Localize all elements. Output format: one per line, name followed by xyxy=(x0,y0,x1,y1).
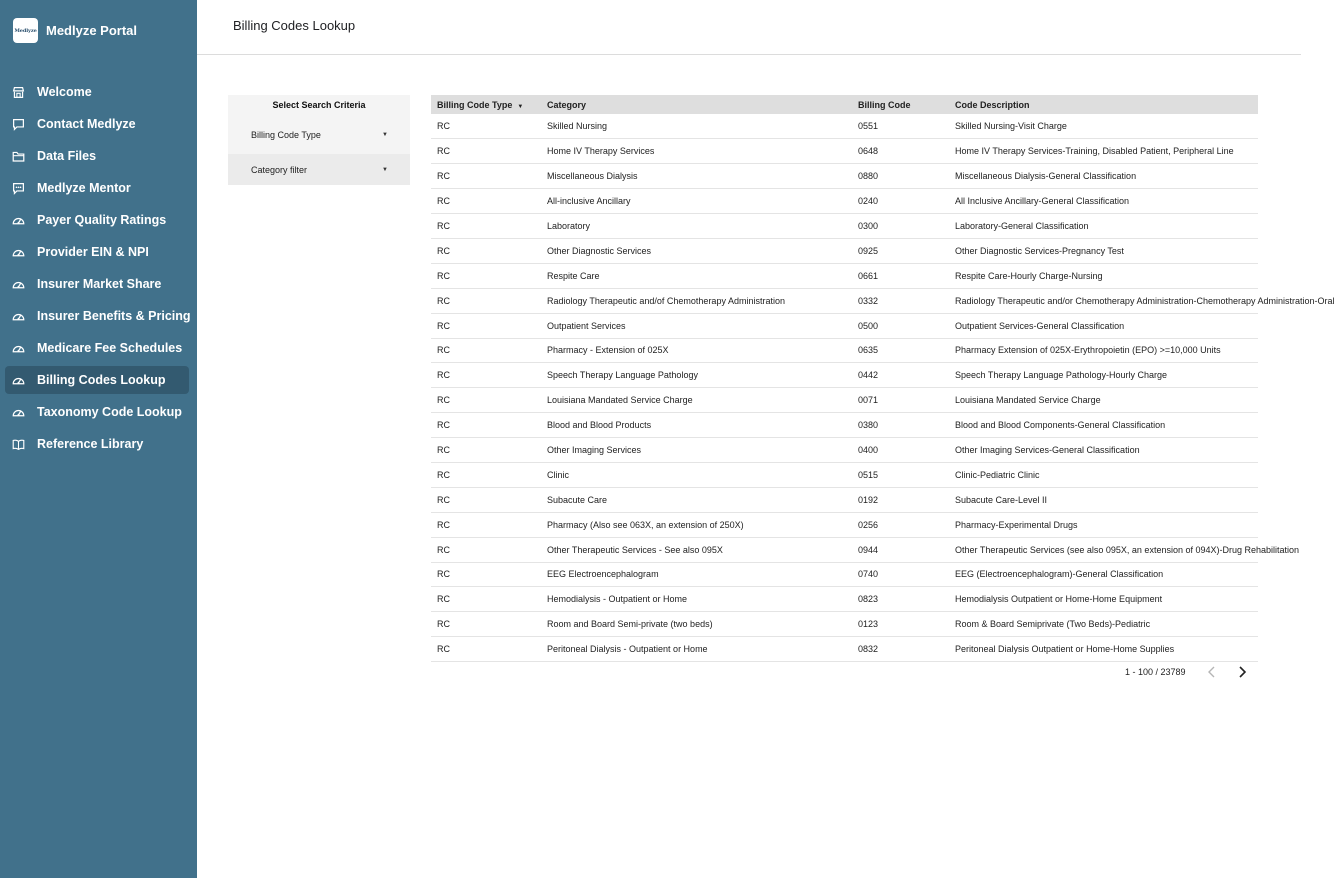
brand[interactable] xyxy=(13,18,137,43)
code-description-cell: Skilled Nursing-Visit Charge xyxy=(955,121,1067,132)
code-description-cell: Other Diagnostic Services-Pregnancy Test xyxy=(955,245,1124,256)
dashboard-icon xyxy=(12,406,25,419)
billing-code-cell: 0256 xyxy=(858,519,879,530)
code-description-cell: Room & Board Semiprivate (Two Beds)-Pediatric xyxy=(955,619,1151,630)
column-header-code-description[interactable]: Code Description xyxy=(955,99,1030,110)
category-cell: Respite Care xyxy=(547,270,600,281)
billing-code-cell: 0740 xyxy=(858,569,879,580)
code-description-cell: Miscellaneous Dialysis-General Classification xyxy=(955,171,1137,182)
dashboard-icon xyxy=(12,214,25,227)
billing-code-cell: 0500 xyxy=(858,320,879,331)
table-row[interactable] xyxy=(431,238,1258,263)
table-row[interactable] xyxy=(431,263,1258,288)
folder-icon xyxy=(12,150,25,163)
billing-code-cell: 0832 xyxy=(858,644,879,655)
medlyze-logo xyxy=(13,18,38,43)
billing-code-cell: 0635 xyxy=(858,345,879,356)
billing-code-cell: 0123 xyxy=(858,619,879,630)
billing-code-cell: 0400 xyxy=(858,445,879,456)
billing-code-type-cell: RC xyxy=(437,221,450,231)
billing-code-type-cell: RC xyxy=(437,420,450,431)
billing-code-type-cell: RC xyxy=(437,395,450,406)
table-row[interactable] xyxy=(431,338,1258,363)
sidebar-item-reference-library[interactable] xyxy=(5,430,189,458)
code-description-cell: Radiology Therapeutic and/or Chemotherapy Administration-Chemotherapy Administration-Oral xyxy=(955,295,1335,306)
billing-code-cell: 0515 xyxy=(858,469,879,480)
category-cell: Home IV Therapy Services xyxy=(547,146,655,157)
table-row[interactable] xyxy=(431,462,1258,487)
next-page-button[interactable] xyxy=(1232,662,1252,682)
code-description-cell: Blood and Blood Components-General Classification xyxy=(955,420,1166,431)
sidebar-item-label: Reference Library xyxy=(37,437,144,451)
billing-code-type-cell: RC xyxy=(437,345,450,356)
chevron-right-icon xyxy=(1237,666,1247,678)
billing-code-type-cell: RC xyxy=(437,295,450,306)
table-row[interactable] xyxy=(431,164,1258,189)
billing-code-type-cell: RC xyxy=(437,544,450,555)
billing-code-type-cell: RC xyxy=(437,594,450,605)
sidebar-item-billing-codes-lookup[interactable] xyxy=(5,366,189,394)
previous-page-button[interactable] xyxy=(1202,662,1222,682)
billing-code-cell: 0192 xyxy=(858,494,879,505)
sidebar-item-label: Data Files xyxy=(37,149,97,163)
billing-code-type-cell: RC xyxy=(437,245,450,256)
code-description-cell: EEG (Electroencephalogram)-General Classification xyxy=(955,569,1164,580)
search-criteria-panel xyxy=(228,95,410,185)
category-filter-dropdown[interactable] xyxy=(228,154,410,185)
code-description-cell: Other Imaging Services-General Classification xyxy=(955,445,1140,456)
sidebar-item-label: Contact Medlyze xyxy=(37,117,136,131)
column-header-billing-code[interactable]: Billing Code xyxy=(858,99,911,110)
billing-code-cell: 0944 xyxy=(858,544,879,555)
sidebar-item-insurer-market-share[interactable] xyxy=(5,270,189,298)
sidebar-item-label: Medicare Fee Schedules xyxy=(37,341,183,355)
sidebar-item-label: Provider EIN & NPI xyxy=(37,245,149,259)
sort-desc-icon: ▼ xyxy=(517,103,524,110)
brand-title: Medlyze Portal xyxy=(46,23,138,38)
code-description-cell: Respite Care-Hourly Charge-Nursing xyxy=(955,270,1103,281)
sidebar-item-label: Welcome xyxy=(37,85,92,99)
category-cell: Pharmacy (Also see 063X, an extension of 250X) xyxy=(547,519,744,530)
billing-code-cell: 0823 xyxy=(858,594,879,605)
sidebar-item-label: Billing Codes Lookup xyxy=(37,373,166,387)
search-criteria-title: Select Search Criteria xyxy=(272,100,366,110)
table-row[interactable] xyxy=(431,313,1258,338)
table-row[interactable] xyxy=(431,637,1258,662)
sidebar-item-label: Payer Quality Ratings xyxy=(37,213,167,227)
table-row[interactable] xyxy=(431,363,1258,388)
sidebar-item-contact-medlyze[interactable] xyxy=(5,110,189,138)
page-title: Billing Codes Lookup xyxy=(233,18,356,33)
billing-code-type-label: Billing Code Type xyxy=(251,129,321,140)
table-row[interactable] xyxy=(431,587,1258,612)
category-cell: Subacute Care xyxy=(547,494,608,505)
table-row[interactable] xyxy=(431,612,1258,637)
sidebar-item-payer-quality-ratings[interactable] xyxy=(5,206,189,234)
sidebar-item-taxonomy-code-lookup[interactable] xyxy=(5,398,189,426)
billing-code-type-cell: RC xyxy=(437,569,450,580)
category-cell: Laboratory xyxy=(547,221,591,231)
table-row[interactable] xyxy=(431,139,1258,164)
billing-code-cell: 0240 xyxy=(858,196,879,207)
billing-code-cell: 0925 xyxy=(858,245,879,256)
header xyxy=(197,0,1301,55)
billing-code-type-cell: RC xyxy=(437,370,450,381)
category-cell: Outpatient Services xyxy=(547,320,626,331)
code-description-cell: Pharmacy-Experimental Drugs xyxy=(955,519,1078,530)
billing-code-type-cell: RC xyxy=(437,469,450,480)
code-description-cell: Clinic-Pediatric Clinic xyxy=(955,469,1040,480)
sidebar-item-insurer-benefits-pricing[interactable] xyxy=(5,302,189,330)
category-cell: Clinic xyxy=(547,469,570,480)
table-row[interactable] xyxy=(431,487,1258,512)
billing-codes-table xyxy=(431,95,1335,662)
table-row[interactable] xyxy=(431,214,1258,239)
store-icon xyxy=(12,86,25,99)
table-row[interactable] xyxy=(431,512,1258,537)
billing-code-type-cell: RC xyxy=(437,519,450,530)
code-description-cell: Laboratory-General Classification xyxy=(955,221,1089,231)
category-cell: EEG Electroencephalogram xyxy=(547,569,659,580)
category-cell: Skilled Nursing xyxy=(547,121,608,132)
table-row[interactable] xyxy=(431,114,1258,139)
category-cell: Radiology Therapeutic and/of Chemotherapy Administration xyxy=(547,295,785,306)
category-cell: Speech Therapy Language Pathology xyxy=(547,370,698,381)
chat-dots-icon xyxy=(12,182,25,195)
category-cell: Miscellaneous Dialysis xyxy=(547,171,638,182)
sidebar-item-label: Insurer Benefits & Pricing xyxy=(37,309,191,323)
chevron-left-icon xyxy=(1207,666,1217,678)
column-header-category[interactable]: Category xyxy=(547,99,587,110)
sidebar-nav xyxy=(5,78,189,462)
table-row[interactable] xyxy=(431,562,1258,587)
billing-code-type-cell: RC xyxy=(437,644,450,655)
sidebar xyxy=(0,0,197,878)
category-cell: Hemodialysis - Outpatient or Home xyxy=(547,594,688,605)
category-cell: All-inclusive Ancillary xyxy=(547,196,631,207)
billing-code-cell: 0071 xyxy=(858,395,879,406)
code-description-cell: Speech Therapy Language Pathology-Hourly Charge xyxy=(955,370,1167,381)
code-description-cell: Louisiana Mandated Service Charge xyxy=(955,395,1101,406)
table-row[interactable] xyxy=(431,438,1258,463)
category-filter-label: Category filter xyxy=(251,164,308,175)
dashboard-icon xyxy=(12,246,25,259)
category-cell: Room and Board Semi-private (two beds) xyxy=(547,619,713,630)
dashboard-icon xyxy=(12,310,25,323)
sidebar-item-label: Medlyze Mentor xyxy=(37,181,131,195)
billing-code-cell: 0661 xyxy=(858,270,879,281)
category-cell: Peritoneal Dialysis - Outpatient or Home xyxy=(547,644,708,655)
code-description-cell: Pharmacy Extension of 025X-Erythropoietin (EPO) >=10,000 Units xyxy=(955,345,1221,356)
book-icon xyxy=(12,438,25,451)
billing-code-cell: 0551 xyxy=(858,121,879,132)
billing-code-type-cell: RC xyxy=(437,121,450,132)
code-description-cell: Home IV Therapy Services-Training, Disabled Patient, Peripheral Line xyxy=(955,146,1234,157)
billing-code-type-dropdown[interactable] xyxy=(228,115,410,154)
billing-code-cell: 0332 xyxy=(858,295,879,306)
billing-code-type-cell: RC xyxy=(437,196,450,207)
chat-icon xyxy=(12,118,25,131)
billing-code-type-cell: RC xyxy=(437,494,450,505)
sidebar-item-label: Insurer Market Share xyxy=(37,277,162,291)
category-cell: Other Therapeutic Services - See also 095X xyxy=(547,544,723,555)
category-cell: Other Diagnostic Services xyxy=(547,245,652,256)
billing-code-cell: 0880 xyxy=(858,171,879,182)
sidebar-item-provider-ein-npi[interactable] xyxy=(5,238,189,266)
pagination-range: 1 - 100 / 23789 xyxy=(1125,667,1186,677)
table-header-row xyxy=(431,95,1258,114)
chevron-down-icon: ▼ xyxy=(382,166,388,173)
code-description-cell: Other Therapeutic Services (see also 095X, an extension of 094X)-Drug Rehabilitation xyxy=(955,544,1300,555)
sidebar-item-medlyze-mentor[interactable] xyxy=(5,174,189,202)
sidebar-item-label: Taxonomy Code Lookup xyxy=(37,405,182,419)
category-cell: Blood and Blood Products xyxy=(547,420,652,431)
dashboard-icon xyxy=(12,342,25,355)
dashboard-icon xyxy=(12,374,25,387)
table-row[interactable] xyxy=(431,388,1258,413)
category-cell: Other Imaging Services xyxy=(547,445,642,456)
billing-code-cell: 0380 xyxy=(858,420,879,431)
billing-code-type-cell: RC xyxy=(437,320,450,331)
table-row[interactable] xyxy=(431,288,1258,313)
billing-code-cell: 0648 xyxy=(858,146,879,157)
code-description-cell: Subacute Care-Level II xyxy=(955,494,1048,505)
billing-code-type-cell: RC xyxy=(437,619,450,630)
table-row[interactable] xyxy=(431,413,1258,438)
sidebar-item-medicare-fee-schedules[interactable] xyxy=(5,334,189,362)
billing-code-cell: 0442 xyxy=(858,370,879,381)
dashboard-icon xyxy=(12,278,25,291)
code-description-cell: Outpatient Services-General Classification xyxy=(955,320,1125,331)
billing-code-type-cell: RC xyxy=(437,146,450,157)
code-description-cell: All Inclusive Ancillary-General Classification xyxy=(955,196,1130,207)
billing-code-type-cell: RC xyxy=(437,171,450,182)
sidebar-item-welcome[interactable] xyxy=(5,78,189,106)
column-header-billing-code-type[interactable]: Billing Code Type ▼ xyxy=(437,99,524,110)
table-row[interactable] xyxy=(431,189,1258,214)
pagination xyxy=(1120,662,1260,682)
billing-code-cell: 0300 xyxy=(858,221,879,231)
billing-code-type-cell: RC xyxy=(437,445,450,456)
chevron-down-icon: ▼ xyxy=(382,131,388,138)
billing-code-type-cell: RC xyxy=(437,270,450,281)
category-cell: Pharmacy - Extension of 025X xyxy=(547,345,669,356)
code-description-cell: Peritoneal Dialysis Outpatient or Home-Home Supplies xyxy=(955,644,1175,655)
table-row[interactable] xyxy=(431,537,1258,562)
code-description-cell: Hemodialysis Outpatient or Home-Home Equipment xyxy=(955,594,1163,605)
sidebar-item-data-files[interactable] xyxy=(5,142,189,170)
category-cell: Louisiana Mandated Service Charge xyxy=(547,395,693,406)
logo-text: Medlyze xyxy=(14,27,37,34)
